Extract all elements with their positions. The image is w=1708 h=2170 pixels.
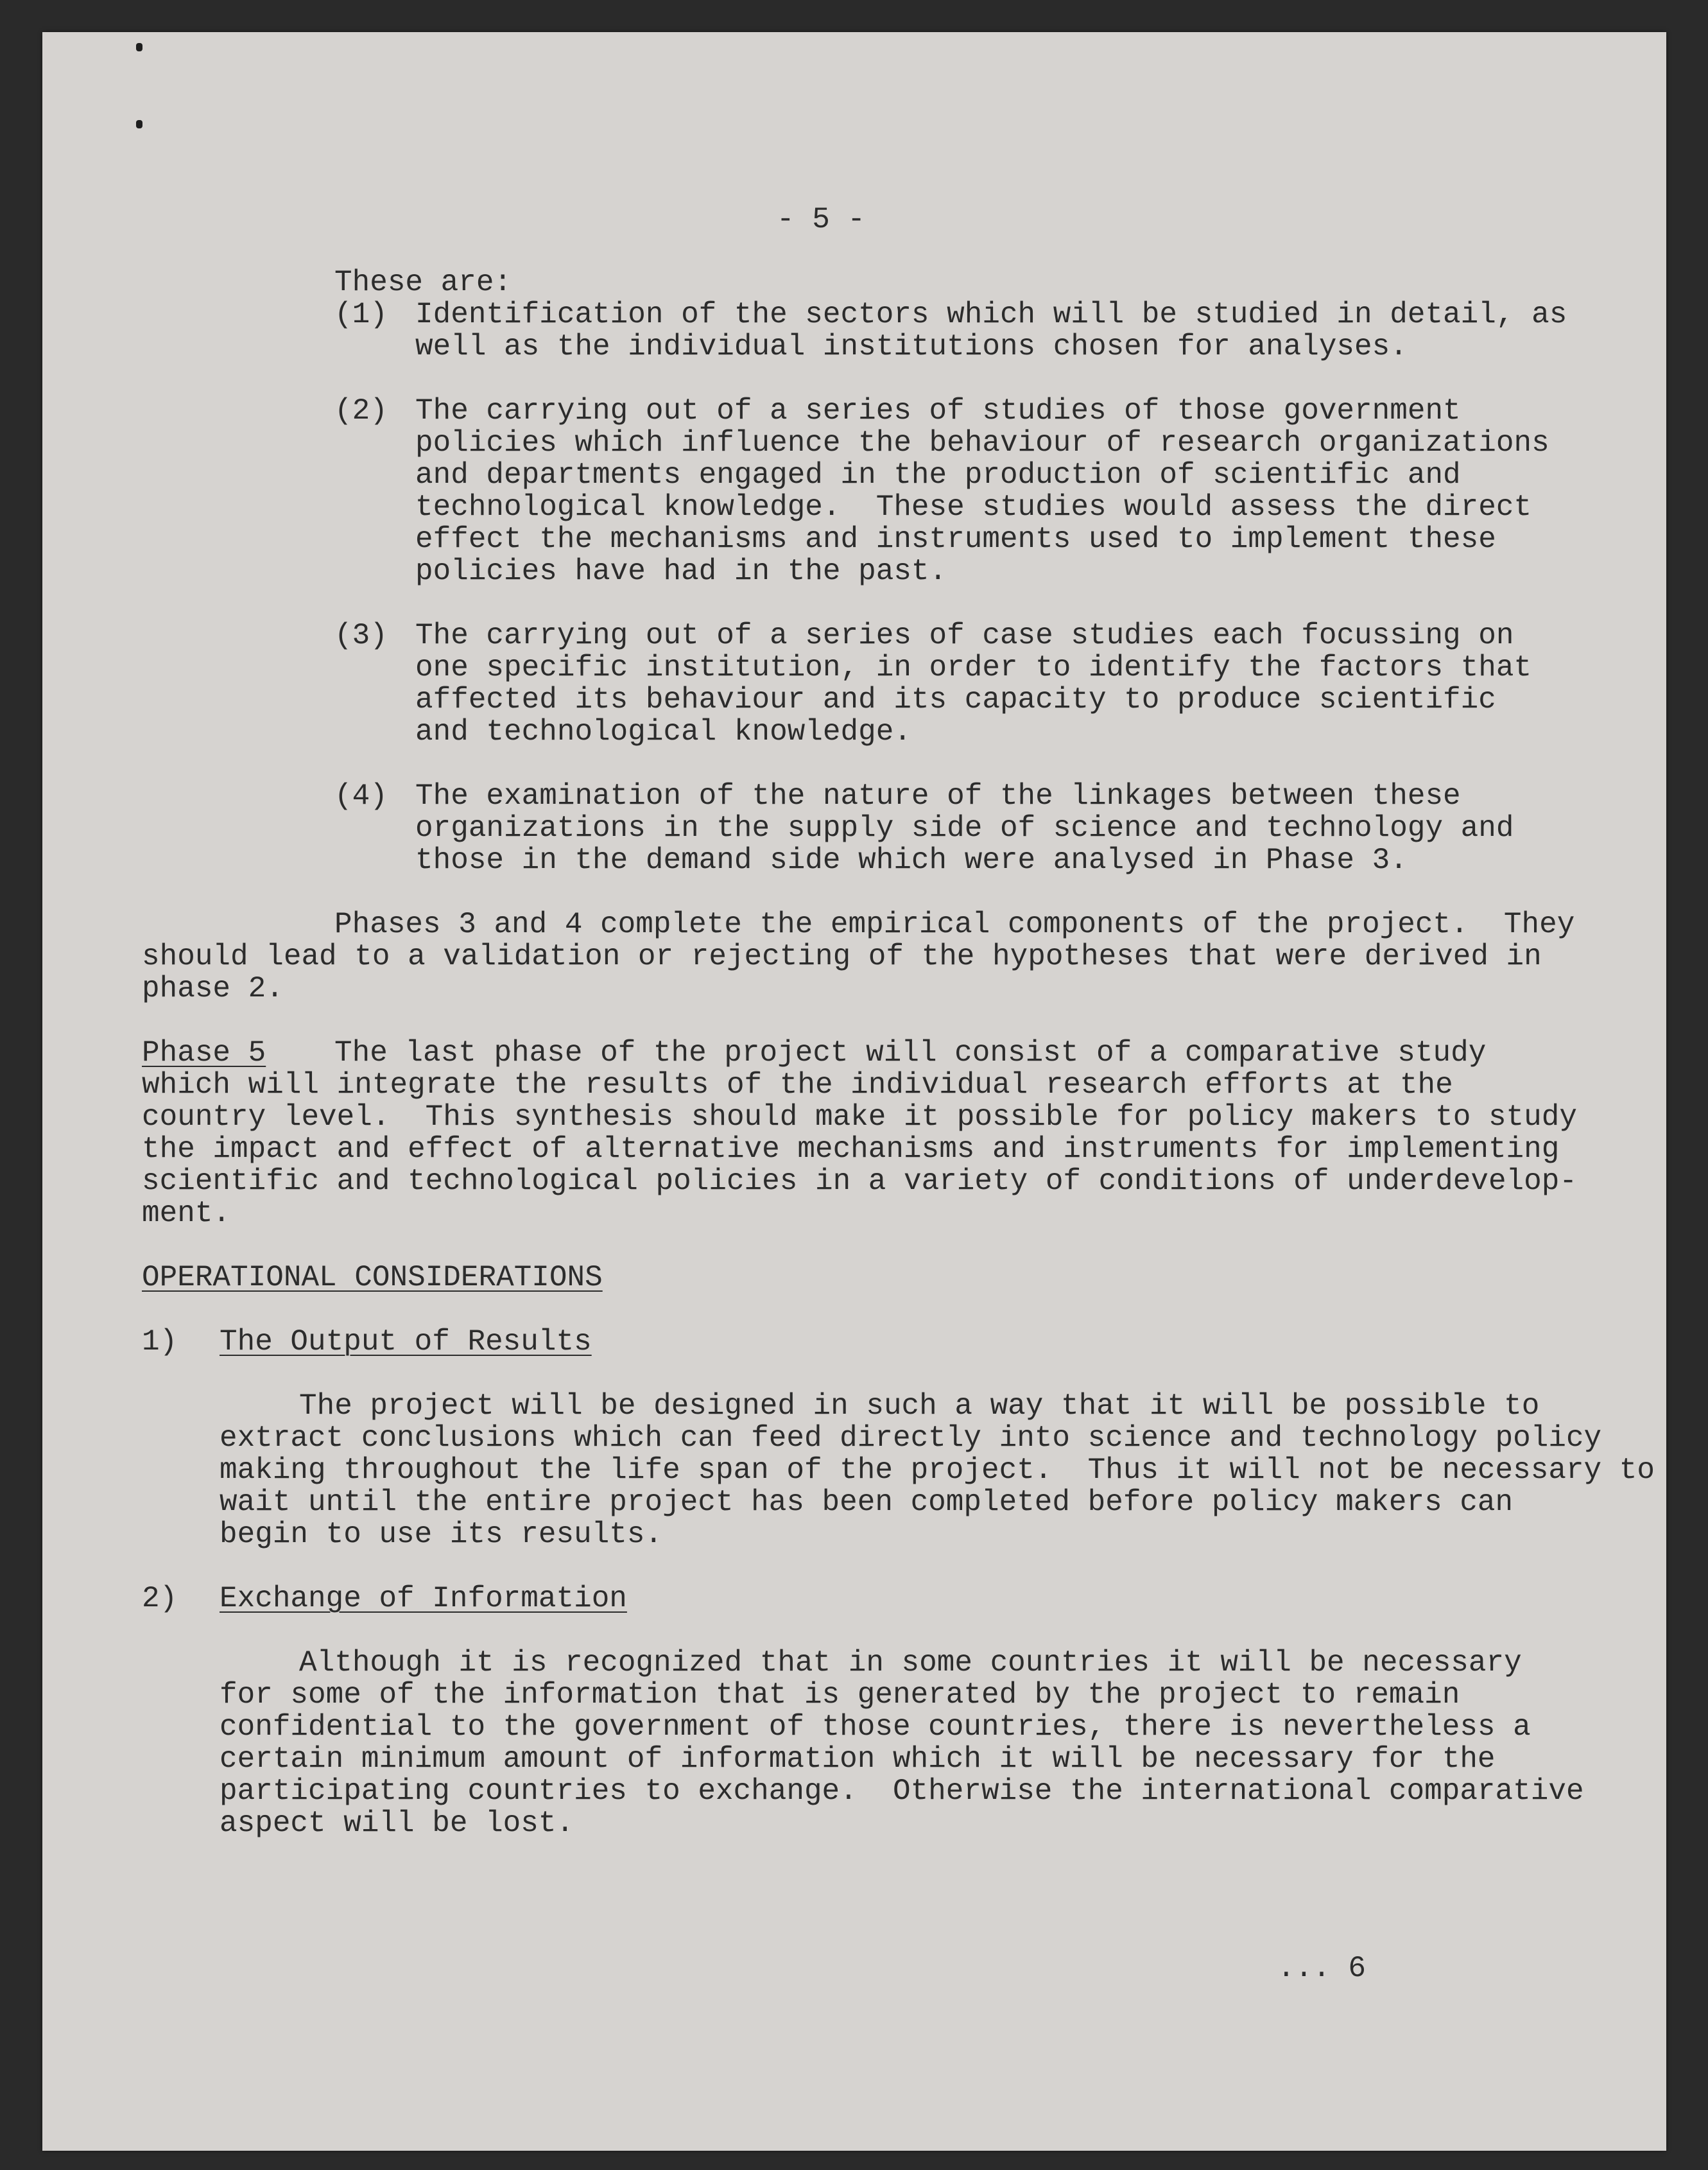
list-item-line: Identification of the sectors which will be studied in detail, as xyxy=(415,298,1567,331)
list-item-number: (1) xyxy=(334,298,388,331)
paragraph-line: aspect will be lost. xyxy=(220,1807,574,1840)
list-item-line: policies which influence the behaviour of research organizations xyxy=(415,426,1549,460)
phase-5-label: Phase 5 xyxy=(142,1036,266,1070)
list-item-number: (4) xyxy=(334,779,388,813)
paragraph-line: ment. xyxy=(142,1197,231,1230)
paragraph-line: scientific and technological policies in a variety of conditions of underdevelop- xyxy=(142,1165,1577,1198)
paragraph-line: participating countries to exchange. Otherwise the international comparative xyxy=(220,1775,1584,1808)
binding-hole xyxy=(136,43,142,51)
intro-text: These are: xyxy=(334,266,512,299)
section-heading: OPERATIONAL CONSIDERATIONS xyxy=(142,1261,603,1294)
paragraph-line: Although it is recognized that in some countries it will be necessary xyxy=(299,1646,1522,1680)
continuation-marker: ... 6 xyxy=(1277,1952,1367,1985)
paragraph-line: for some of the information that is generated by the project to remain xyxy=(220,1678,1460,1712)
paragraph-line: should lead to a validation or rejecting of the hypotheses that were derived in xyxy=(142,940,1542,973)
paragraph-line: which will integrate the results of the individual research efforts at the xyxy=(142,1068,1453,1102)
list-item-line: and departments engaged in the production of scientific and xyxy=(415,458,1461,492)
section-title: Exchange of Information xyxy=(220,1582,627,1615)
list-item-line: technological knowledge. These studies would assess the direct xyxy=(415,490,1532,524)
paragraph-line: certain minimum amount of information which it will be necessary for the xyxy=(220,1742,1496,1776)
list-item-number: (3) xyxy=(334,619,388,652)
page-number: - 5 - xyxy=(777,203,866,236)
section-number: 2) xyxy=(142,1582,178,1615)
paragraph-line: the impact and effect of alternative mechanisms and instruments for implementing xyxy=(142,1133,1560,1166)
binding-hole xyxy=(136,120,142,128)
section-number: 1) xyxy=(142,1325,178,1358)
list-item-line: one specific institution, in order to identify the factors that xyxy=(415,651,1532,684)
paragraph-line: begin to use its results. xyxy=(220,1518,663,1551)
list-item-line: The carrying out of a series of case studies each focussing on xyxy=(415,619,1514,652)
paragraph-line: wait until the entire project has been completed before policy makers can xyxy=(220,1486,1514,1519)
list-item-line: affected its behaviour and its capacity to produce scientific xyxy=(415,683,1496,716)
paragraph-line: country level. This synthesis should make it possible for policy makers to study xyxy=(142,1100,1577,1134)
list-item-line: The carrying out of a series of studies of those government xyxy=(415,394,1461,428)
list-item-number: (2) xyxy=(334,394,388,428)
paragraph-line: Phases 3 and 4 complete the empirical components of the project. They xyxy=(334,908,1575,941)
paragraph-line: making throughout the life span of the project. Thus it will not be necessary to xyxy=(220,1454,1655,1487)
paragraph-line: extract conclusions which can feed directly into science and technology policy xyxy=(220,1421,1602,1455)
list-item-line: and technological knowledge. xyxy=(415,715,911,749)
list-item-line: those in the demand side which were analysed in Phase 3. xyxy=(415,844,1408,877)
paragraph-line: The project will be designed in such a way that it will be possible to xyxy=(299,1389,1540,1423)
list-item-line: effect the mechanisms and instruments used to implement these xyxy=(415,523,1496,556)
list-item-line: policies have had in the past. xyxy=(415,555,947,588)
paragraph-line: The last phase of the project will consist of a comparative study xyxy=(334,1036,1487,1070)
list-item-line: The examination of the nature of the linkages between these xyxy=(415,779,1461,813)
list-item-line: well as the individual institutions chosen for analyses. xyxy=(415,330,1408,363)
section-title: The Output of Results xyxy=(220,1325,592,1358)
paragraph-line: confidential to the government of those countries, there is nevertheless a xyxy=(220,1710,1531,1744)
list-item-line: organizations in the supply side of science and technology and xyxy=(415,812,1514,845)
paragraph-line: phase 2. xyxy=(142,972,284,1005)
